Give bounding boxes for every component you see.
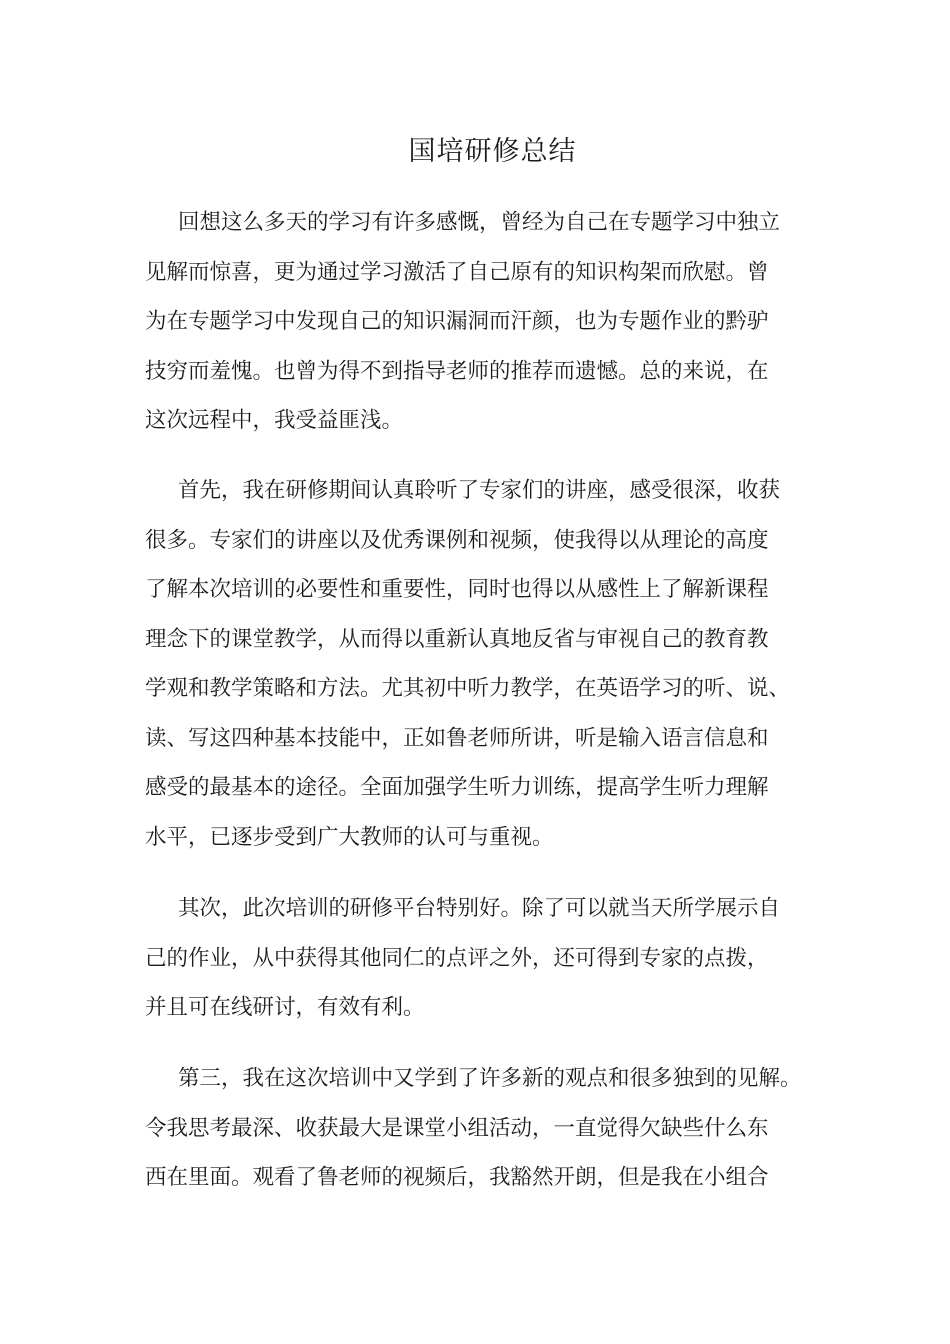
paragraph-4 — [145, 1054, 802, 1203]
text-line: 学观和教学策略和方法。尤其初中听力教学，在英语学习的听、说、 — [145, 676, 791, 701]
text-line: 很多。专家们的讲座以及优秀课例和视频，使我得以从理论的高度 — [145, 527, 769, 553]
text-line: 水平，已逐步受到广大教师的认可与重视。 — [145, 824, 554, 850]
paragraph-2 — [145, 466, 790, 862]
text-line: 感受的最基本的途径。全面加强学生听力训练，提高学生听力理解 — [145, 775, 769, 800]
text-line: 读、写这四种基本技能中，正如鲁老师所讲，听是输入语言信息和 — [145, 725, 769, 751]
text-line: 令我思考最深、收获最大是课堂小组活动，一直觉得欠缺些什么东 — [145, 1115, 769, 1141]
text-line: 了解本次培训的必要性和重要性，同时也得以从感性上了解新课程 — [145, 577, 769, 602]
text-line: 回想这么多天的学习有许多感慨，曾经为自己在专题学习中独立 — [178, 210, 781, 235]
text-line: 第三，我在这次培训中又学到了许多新的观点和很多独到的见解。 — [178, 1066, 802, 1091]
text-line: 技穷而羞愧。也曾为得不到指导老师的推荐而遗憾。总的来说，在 — [145, 358, 769, 384]
paragraph-1 — [145, 198, 780, 446]
text-line: 其次，此次培训的研修平台特别好。除了可以就当天所学展示自 — [178, 896, 781, 921]
text-line: 见解而惊喜，更为通过学习激活了自己原有的知识构架而欣慰。曾 — [145, 259, 769, 285]
paragraph-3 — [145, 884, 780, 1033]
text-line: 为在专题学习中发现自己的知识漏洞而汗颜，也为专题作业的黔驴 — [145, 309, 769, 334]
document-title: 国培研修总结 — [408, 136, 577, 167]
text-line: 这次远程中，我受益匪浅。 — [145, 408, 404, 433]
text-line: 并且可在线研讨，有效有利。 — [145, 995, 425, 1020]
text-line: 己的作业，从中获得其他同仁的点评之外，还可得到专家的点拨， — [145, 945, 769, 971]
text-line: 西在里面。观看了鲁老师的视频后，我豁然开朗，但是我在小组合 — [145, 1165, 769, 1190]
text-line: 理念下的课堂教学，从而得以重新认真地反省与审视自己的教育教 — [145, 626, 769, 652]
text-line: 首先，我在研修期间认真聆听了专家们的讲座，感受很深，收获 — [178, 478, 781, 503]
